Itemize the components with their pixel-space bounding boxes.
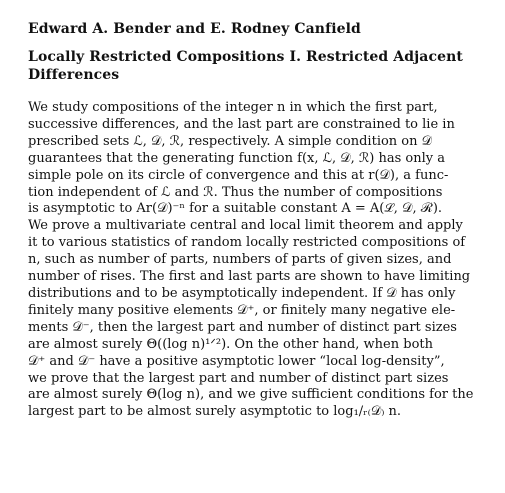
abstract-line: We prove a multivariate central and local limit theorem and apply <box>28 218 463 234</box>
abstract-line: number of rises. The first and last parts are shown to have limiting <box>28 269 471 285</box>
abstract-line: tion independent of ℒ and ℛ. Thus the number of compositions <box>28 184 443 200</box>
abstract-line: it to various statistics of random locally restricted compositions of <box>28 235 466 251</box>
abstract-line: ments 𝒟⁻, then the largest part and number of distinct part sizes <box>28 319 457 335</box>
abstract-line: n, such as number of parts, numbers of parts of given sizes, and <box>28 252 452 268</box>
abstract-line: largest part to be almost surely asymptotic to log₁/ᵣ₍𝒟₎ n. <box>28 404 402 420</box>
abstract-line: we prove that the largest part and number of distinct part sizes <box>28 370 449 386</box>
abstract-line: finitely many positive elements 𝒟⁺, or finitely many negative ele- <box>28 302 456 318</box>
abstract-line: distributions and to be asymptotically independent. If 𝒟 has only <box>28 285 456 301</box>
abstract-line: is asymptotic to Ar(𝒟)⁻ⁿ for a suitable constant A = A(ℒ, 𝒟, ℛ). <box>28 201 443 217</box>
abstract-line: are almost surely Θ((log n)¹ᐟ²). On the other hand, when both <box>28 336 433 352</box>
paper-title: Locally Restricted Compositions I. Restricted Adjacent Differences <box>28 49 463 83</box>
abstract-line: simple pole on its circle of convergence and this at r(𝒟), a func- <box>28 167 449 183</box>
abstract-line: We study compositions of the integer n in which the first part, <box>28 100 438 115</box>
abstract-line: successive differences, and the last part are constrained to lie in <box>28 116 455 132</box>
paper-page <box>28 20 484 421</box>
abstract-line: 𝒟⁺ and 𝒟⁻ have a positive asymptotic lower “local log-density”, <box>28 353 445 369</box>
abstract-line: guarantees that the generating function f(x, ℒ, 𝒟, ℛ) has only a <box>28 150 445 166</box>
paper-authors: Edward A. Bender and E. Rodney Canfield <box>28 21 361 37</box>
abstract-line: are almost surely Θ(log n), and we give sufficient conditions for the <box>28 387 474 403</box>
paper-abstract <box>28 100 484 421</box>
abstract-line: prescribed sets ℒ, 𝒟, ℛ, respectively. A simple condition on 𝒟 <box>28 133 433 149</box>
